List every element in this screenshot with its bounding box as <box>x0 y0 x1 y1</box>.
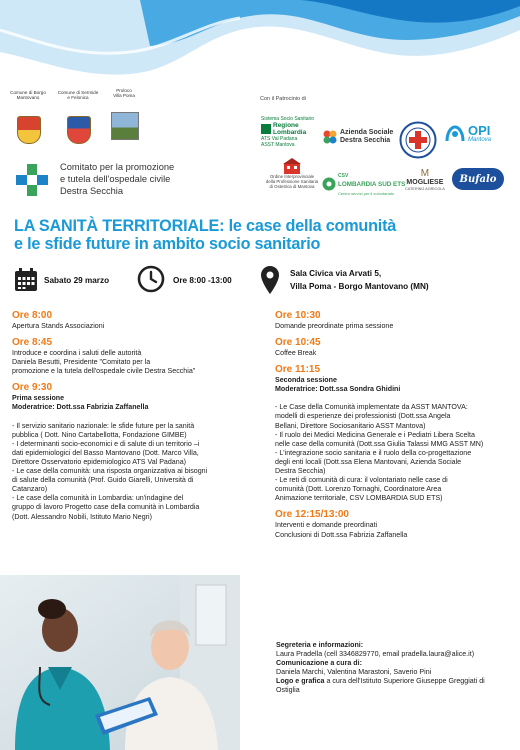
mogliese-logo <box>405 168 445 191</box>
program-text: - Il servizio sanitario nazionale: le sfide future per la sanità <box>12 421 195 430</box>
program-text: pubblica ( Dott. Nino Cartabellotta, Fondazione GIMBE) <box>12 430 187 439</box>
program-text: - I determinanti socio-economici e di salute di un territorio –i <box>12 439 200 448</box>
crest-icon <box>67 116 91 144</box>
program-text: Direttore Osservatorio epidemiologico ATS Val Padana) <box>12 457 187 466</box>
program-text: Introduce e coordina i saluti delle autorità <box>12 349 142 358</box>
municipality-name: Proloco Villa Poma <box>113 88 135 99</box>
communication-label: Comunicazione a cura di: <box>276 659 362 668</box>
program-text: - Le reti di comunità di cura: il volontariato nelle case di <box>275 476 448 485</box>
program-left-column <box>12 304 270 522</box>
patron-text: Ordine Interprovinciale della Professione Sanitaria di Ostetrica di Mantova <box>265 174 319 190</box>
leaf-icon: M <box>420 168 430 179</box>
program-text: dati epidemiologici del Basso Mantovano (Dott. Marco Villa, <box>12 448 199 457</box>
proloco-logo-icon <box>111 112 139 140</box>
calendar-icon <box>14 268 38 292</box>
program-time: Ore 8:00 <box>12 310 53 321</box>
communication-text: Daniela Marchi, Valentina Marastoni, Saverio Pini <box>276 668 432 677</box>
program-time: Ore 10:45 <box>275 337 321 349</box>
crest-icon <box>17 116 41 144</box>
program-text: Destra Secchia) <box>275 467 326 476</box>
page-title-line-1: LA SANITÀ TERRITORIALE: le case della comunità <box>14 217 397 235</box>
program-text <box>12 413 270 422</box>
event-place-line-1: Sala Civica via Arvati 5, <box>290 269 382 278</box>
session-heading: Prima sessione <box>12 394 65 403</box>
nurse-patient-photo <box>0 575 240 750</box>
medical-cross-icon <box>14 162 50 198</box>
session-moderator: Moderatrice: Dott.ssa Sondra Ghidini <box>275 385 401 394</box>
hospital-seal-icon <box>399 121 437 159</box>
patron-text: Centro servizi per il volontariato <box>338 191 395 196</box>
header-wave <box>0 0 520 95</box>
patron-text: Destra Secchia <box>340 137 391 144</box>
csv-flower-icon <box>322 177 336 191</box>
patronage-label: Con il Patrocinio di <box>260 96 306 102</box>
program-text: - Le Case della Comunità implementate da ASST MANTOVA: <box>275 403 468 412</box>
csv-lombardia-logo <box>322 170 405 197</box>
program-text: Bellani, Direttore Sociosanitario ASST Mantova) <box>275 421 426 430</box>
municipality-name: Comune di Borgo Mantovano <box>10 90 46 101</box>
program-text: - Il ruolo dei Medici Medicina Generale e i Pediatri Libera Scelta <box>275 430 475 439</box>
program-text: degli enti locali (Dott.ssa Elena Mantovani, Azienda Sociale <box>275 457 462 466</box>
page-title-line-2: e le sfide future in ambito socio sanitario <box>14 235 321 253</box>
session-moderator: Moderatrice: Dott.ssa Fabrizia Zaffanella <box>12 403 149 412</box>
footer-info <box>276 641 512 696</box>
clock-icon <box>137 265 165 293</box>
event-time: Ore 8:00 -13:00 <box>173 276 232 285</box>
program-text: - L'integrazione socio sanitaria e il ruolo della co-progettazione <box>275 448 472 457</box>
secretariat-text: Laura Pradella (cell 3346829770, email pradella.laura@alice.it) <box>276 650 475 659</box>
logo-credit-text-2: Ostiglia <box>276 686 300 695</box>
patron-text: LOMBARDIA SUD ETS <box>338 181 406 188</box>
municipality-name: Comune di Sermide e Felonica <box>57 90 99 101</box>
program-text: - Le case della comunità in Lombardia: un'indagine del <box>12 494 184 503</box>
program-right-column <box>275 304 515 540</box>
program-text: Domande preordinate prima sessione <box>275 322 394 330</box>
patron-text: ASST Mantova <box>261 142 295 148</box>
regione-symbol-icon <box>261 124 271 134</box>
logo-credit-label: Logo e grafica <box>276 677 325 686</box>
patron-text: Lombardia <box>273 129 307 136</box>
program-text: Coffee Break <box>275 349 317 358</box>
program-time: Ore 9:30 <box>12 382 53 394</box>
patron-text: Sistema Socio Sanitario <box>261 116 315 122</box>
event-date: Sabato 29 marzo <box>44 276 110 285</box>
program-text: Interventi e domande preordinati <box>275 521 378 530</box>
program-time: Ore 12:15/13:00 <box>275 509 349 521</box>
patron-text: OPI <box>468 123 491 138</box>
event-place-line-2: Villa Poma - Borgo Mantovano (MN) <box>290 282 429 291</box>
program-time: Ore 10:30 <box>275 310 321 321</box>
patron-text: Regione <box>273 122 299 129</box>
location-pin-icon <box>261 266 279 294</box>
program-text: promozione e la tutela dell'ospedale civile Destra Secchia" <box>12 367 196 376</box>
program-text: - Le case della comunità: una risposta organizzativa ai bisogni <box>12 467 208 476</box>
program-text: comunità (Dott. Lorenzo Tornaghi, Coordinatore Area <box>275 485 442 494</box>
program-text: modelli di esperienze dei professionisti (Dott.ssa Angela <box>275 412 451 421</box>
committee-name: Comitato per la promozione e tutela dell'ospedale civile Destra Secchia <box>60 162 175 196</box>
logo-credit-text: a cura dell'Istituto Superiore Giuseppe Greggiati di <box>324 677 485 686</box>
patron-text: Azienda Sociale <box>340 129 394 136</box>
program-text: di salute della comunità (Prof. Guido Giarelli, Università di <box>12 476 194 485</box>
regione-lombardia-logo <box>261 116 321 156</box>
patron-text: CATERING AGRICOLA <box>405 187 445 191</box>
patron-text: CSV <box>338 173 349 179</box>
program-text: gruppo di lavoro Progetto case della comunità in Lombardia <box>12 503 200 512</box>
patron-text: Mantova <box>468 137 492 143</box>
building-icon <box>283 158 301 174</box>
azienda-sociale-logo <box>322 129 393 145</box>
program-time: Ore 8:45 <box>12 337 53 349</box>
session-heading: Seconda sessione <box>275 376 337 385</box>
opi-symbol-icon <box>444 125 466 143</box>
program-text: Conclusioni di Dott.ssa Fabrizia Zaffanella <box>275 530 408 539</box>
program-time: Ore 11:15 <box>275 364 321 376</box>
program-text: Apertura Stands Associazioni <box>12 322 105 330</box>
bufalo-logo <box>452 168 504 190</box>
program-text <box>275 394 515 403</box>
program-text: (Dott. Alessandro Nobili, Istituto Mario Negri) <box>12 512 152 521</box>
secretariat-label: Segreteria e informazioni: <box>276 641 364 649</box>
ordine-ostetrica-logo <box>262 158 322 190</box>
opi-mantova-logo <box>444 124 491 143</box>
patron-text: Bufalo <box>459 173 497 185</box>
people-circle-icon <box>322 129 338 145</box>
patron-text: MOGLIESE <box>406 179 444 186</box>
patron-text: ATS Val Padana <box>261 136 298 142</box>
program-text: Catanzaro) <box>12 485 48 494</box>
program-text: Animazione territoriale, CSV LOMBARDIA SUD ETS) <box>275 494 443 503</box>
program-text: Daniela Besutti, Presidente "Comitato per la <box>12 358 151 367</box>
program-text: nelle case della comunità (Dott.ssa Giulia Talassi MMG ASST MN) <box>275 439 484 448</box>
